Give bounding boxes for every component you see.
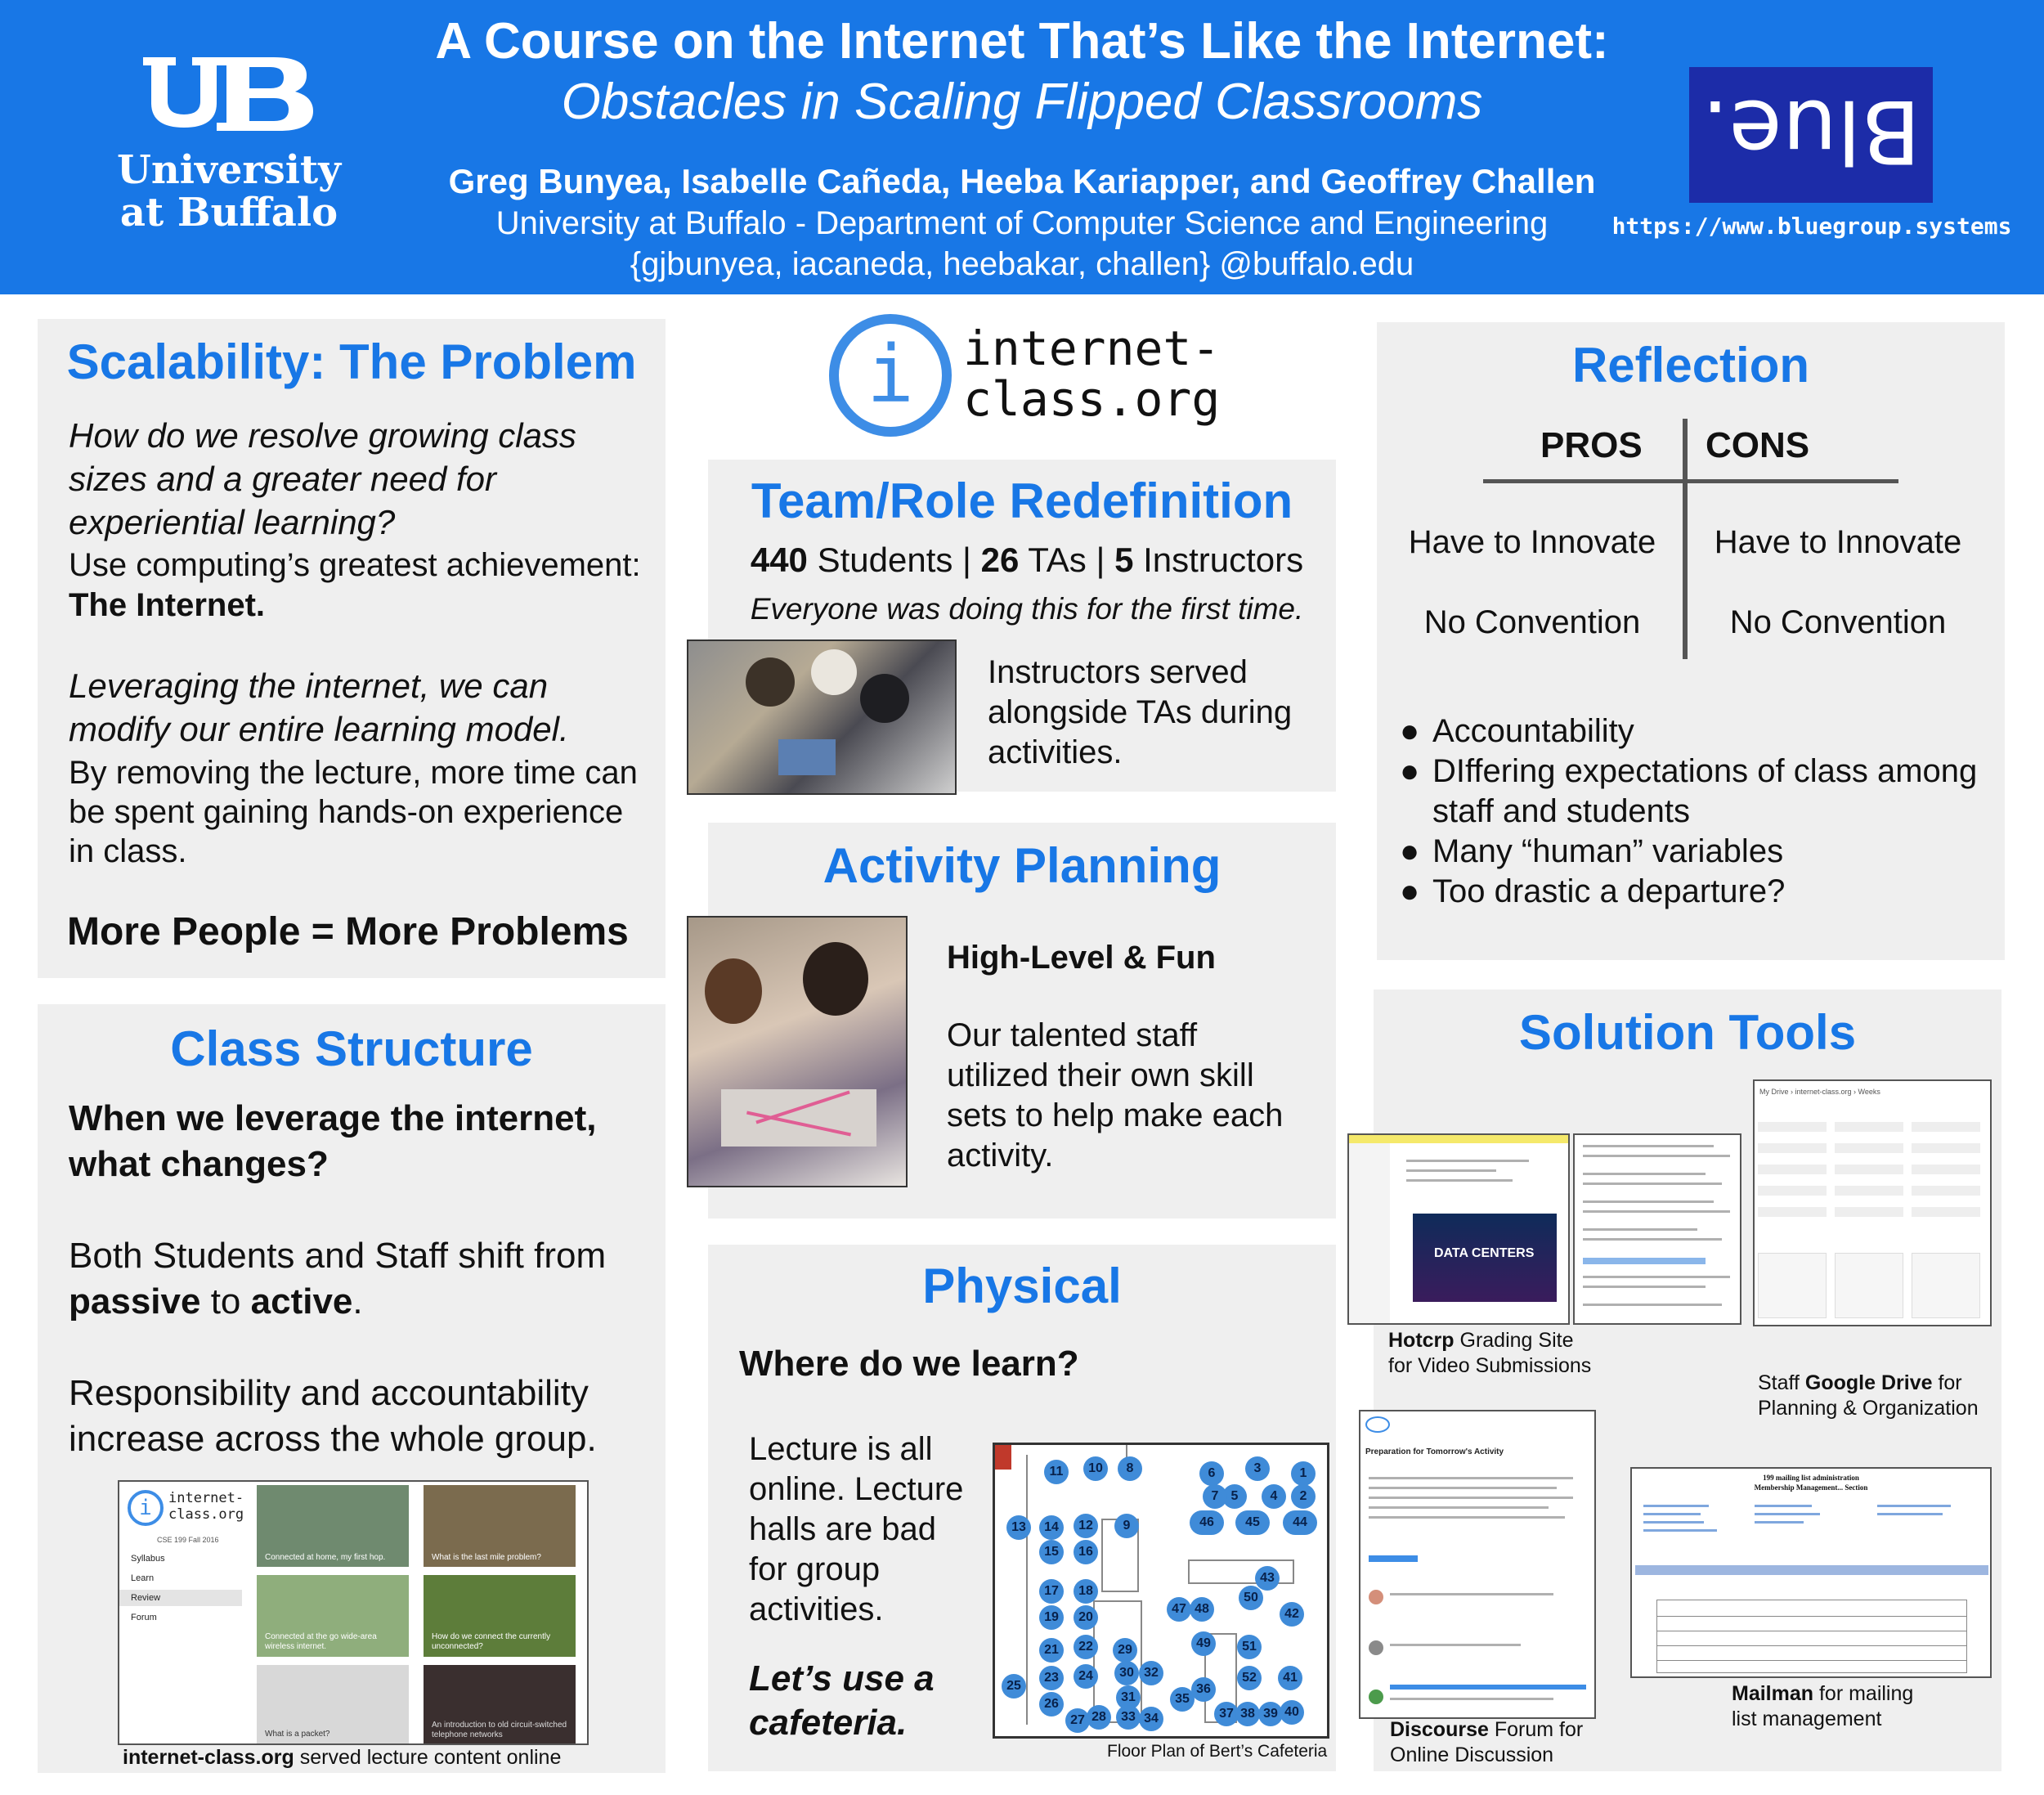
scal-leverage-1: Leveraging the internet, we can bbox=[69, 666, 549, 705]
scal-use-line: Use computing’s greatest achievement: bbox=[69, 547, 641, 583]
seat-marker: 40 bbox=[1280, 1700, 1304, 1725]
info-circle-icon: i bbox=[829, 314, 952, 437]
mini-menu-forum[interactable]: Forum bbox=[131, 1613, 157, 1622]
team-served-3: activities. bbox=[988, 734, 1123, 770]
team-stats: 440 Students | 26 TAs | 5 Instructors bbox=[750, 541, 1304, 579]
seat-marker: 16 bbox=[1074, 1540, 1098, 1564]
ub-logo-line1: University bbox=[116, 147, 342, 193]
team-served-2: alongside TAs during bbox=[988, 694, 1293, 730]
seat-marker: 30 bbox=[1114, 1661, 1139, 1685]
video-thumb[interactable]: An introduction to old circuit-switched telephone networks bbox=[424, 1665, 576, 1743]
seat-marker: 38 bbox=[1235, 1702, 1260, 1726]
solution-heading: Solution Tools bbox=[1518, 1005, 1857, 1060]
physical-cta-2: cafeteria. bbox=[749, 1703, 908, 1743]
seat-marker: 48 bbox=[1190, 1597, 1214, 1622]
mailman-screenshot: 199 mailing list administration Membership Management... Section bbox=[1630, 1467, 1992, 1678]
seat-marker: 52 bbox=[1237, 1666, 1262, 1690]
seat-marker: 12 bbox=[1074, 1514, 1098, 1538]
scal-question-2: sizes and a greater need for bbox=[69, 460, 496, 498]
mini-logo-icon: i bbox=[128, 1490, 164, 1526]
seat-marker: 42 bbox=[1280, 1602, 1304, 1627]
seat-marker: 6 bbox=[1199, 1461, 1224, 1486]
activity-subhead: High-Level & Fun bbox=[947, 940, 1216, 976]
internet-class-screenshot: i internet- class.org CSE 199 Fall 2016 Syllabus Learn Review Forum Connected at home, my first hop. What is the last mile problem? Connected at the go wide-area wireless internet. How do we connect the currently unconnected? What is a packet? An introduction to old circuit-switched telephone networks bbox=[118, 1480, 589, 1745]
seat-marker: 20 bbox=[1074, 1605, 1098, 1630]
seat-marker: 39 bbox=[1258, 1702, 1283, 1726]
seat-marker: 15 bbox=[1039, 1540, 1064, 1564]
seat-marker: 23 bbox=[1039, 1666, 1064, 1690]
hotcrp-caption-2: for Video Submissions bbox=[1388, 1354, 1592, 1377]
scalability-panel bbox=[38, 319, 666, 978]
physical-body-2: online. Lecture bbox=[749, 1471, 964, 1507]
seat-marker: 35 bbox=[1170, 1687, 1195, 1712]
activity-body-3: sets to help make each bbox=[947, 1097, 1284, 1133]
class-resp-2: increase across the whole group. bbox=[69, 1419, 597, 1459]
mini-menu-review[interactable]: Review bbox=[119, 1590, 242, 1606]
authors: Greg Bunyea, Isabelle Cañeda, Heeba Kariapper, and Geoffrey Challen bbox=[448, 162, 1596, 200]
t-chart-horizontal bbox=[1483, 479, 1898, 483]
seat-marker: 13 bbox=[1006, 1515, 1031, 1540]
video-thumbnail[interactable]: DATA CENTERS bbox=[1413, 1214, 1557, 1302]
affiliation: University at Buffalo - Department of Computer Science and Engineering bbox=[495, 205, 1549, 241]
seat-marker: 10 bbox=[1083, 1456, 1108, 1481]
pros-label: PROS bbox=[1540, 425, 1643, 465]
hotcrp-form-screenshot bbox=[1573, 1133, 1741, 1325]
pros-item: Have to Innovate bbox=[1408, 524, 1656, 560]
seat-marker: 45 bbox=[1235, 1510, 1270, 1535]
seat-marker: 19 bbox=[1039, 1605, 1064, 1630]
physical-cta-1: Let’s use a bbox=[749, 1658, 935, 1699]
discourse-caption-2: Online Discussion bbox=[1390, 1743, 1554, 1766]
seat-marker: 31 bbox=[1116, 1685, 1141, 1710]
seat-marker: 47 bbox=[1167, 1597, 1191, 1622]
blue-group-logo bbox=[1689, 67, 1933, 203]
activity-body-4: activity. bbox=[947, 1138, 1054, 1173]
cons-item: No Convention bbox=[1729, 604, 1947, 640]
seat-marker: 26 bbox=[1039, 1692, 1064, 1716]
internet-class-caption: internet-class.org served lecture content online bbox=[123, 1746, 562, 1769]
video-thumb[interactable]: What is a packet? bbox=[257, 1665, 409, 1743]
seat-marker: 7 bbox=[1203, 1484, 1227, 1509]
seat-marker: 11 bbox=[1044, 1460, 1069, 1484]
poster-header bbox=[0, 0, 2044, 294]
discourse-caption-1: Discourse Forum for bbox=[1390, 1718, 1584, 1741]
poster-title: A Course on the Internet That’s Like the Internet: bbox=[435, 13, 1609, 70]
pros-item: No Convention bbox=[1423, 604, 1641, 640]
seat-marker: 3 bbox=[1245, 1456, 1270, 1481]
seat-marker: 22 bbox=[1074, 1635, 1098, 1659]
logo-line2: class.org bbox=[963, 371, 1221, 427]
mailman-caption-1: Mailman for mailing bbox=[1732, 1682, 1914, 1705]
seat-marker: 34 bbox=[1139, 1707, 1163, 1731]
seat-marker: 32 bbox=[1139, 1661, 1163, 1685]
seat-marker: 43 bbox=[1255, 1566, 1280, 1591]
seat-marker: 28 bbox=[1087, 1705, 1111, 1730]
scal-body-1: By removing the lecture, more time can bbox=[69, 755, 638, 791]
video-thumb[interactable]: Connected at the go wide-area wireless internet. bbox=[257, 1575, 409, 1657]
seat-marker: 8 bbox=[1118, 1456, 1142, 1481]
class-resp-1: Responsibility and accountability bbox=[69, 1373, 589, 1413]
team-served-1: Instructors served bbox=[988, 654, 1248, 690]
google-drive-screenshot: My Drive › internet-class.org › Weeks bbox=[1753, 1079, 1992, 1326]
scal-body-3: in class. bbox=[69, 833, 187, 869]
seat-marker: 17 bbox=[1039, 1579, 1064, 1604]
scal-internet: The Internet. bbox=[69, 587, 266, 623]
seat-marker: 27 bbox=[1065, 1708, 1090, 1733]
seat-marker: 46 bbox=[1190, 1510, 1224, 1535]
video-thumb[interactable]: How do we connect the currently unconnected? bbox=[424, 1575, 576, 1657]
seat-marker: 2 bbox=[1291, 1484, 1316, 1509]
seat-marker: 49 bbox=[1191, 1631, 1216, 1656]
logo-line1: internet- bbox=[963, 321, 1221, 376]
gdrive-caption-2: Planning & Organization bbox=[1758, 1397, 1979, 1420]
reflection-heading: Reflection bbox=[1571, 338, 1810, 393]
video-thumb[interactable]: What is the last mile problem? bbox=[424, 1485, 576, 1567]
gdrive-caption-1: Staff Google Drive for bbox=[1758, 1371, 1962, 1394]
seat-marker: 44 bbox=[1283, 1510, 1317, 1535]
poster-subtitle: Obstacles in Scaling Flipped Classrooms bbox=[561, 74, 1483, 130]
blue-group-url[interactable]: https://www.bluegroup.systems bbox=[1611, 213, 2012, 240]
physical-body-3: halls are bad bbox=[749, 1511, 937, 1547]
seat-marker: 33 bbox=[1116, 1705, 1141, 1730]
seat-marker: 25 bbox=[1002, 1674, 1026, 1699]
seat-marker: 51 bbox=[1237, 1635, 1262, 1659]
scalability-heading: Scalability: The Problem bbox=[66, 334, 637, 389]
floor-plan-caption: Floor Plan of Bert’s Cafeteria bbox=[1107, 1742, 1328, 1761]
class-shift-2: passive to active. bbox=[69, 1281, 363, 1322]
solution-tools-panel bbox=[1365, 989, 2001, 1771]
internet-class-logo bbox=[829, 311, 1221, 442]
physical-body-1: Lecture is all bbox=[749, 1431, 933, 1467]
physical-heading: Physical bbox=[922, 1259, 1122, 1313]
activity-photo bbox=[687, 916, 908, 1187]
discourse-screenshot: Preparation for Tomorrow's Activity bbox=[1359, 1410, 1596, 1719]
seat-marker: 29 bbox=[1113, 1638, 1137, 1663]
physical-body-4: for group bbox=[749, 1551, 881, 1587]
hotcrp-caption-1: Hotcrp Grading Site bbox=[1388, 1329, 1574, 1352]
seat-marker: 24 bbox=[1074, 1664, 1098, 1689]
seat-marker: 21 bbox=[1039, 1638, 1064, 1663]
reflection-panel: Reflection PROS CONS Have to Innovate No Convention Have to Innovate No Convention ● Accountability ● DIffering expectations of class among staff and students ● Many “human” variables ● Too drastic a departure? bbox=[1377, 322, 2005, 960]
class-question-2: what changes? bbox=[69, 1144, 329, 1184]
seat-marker: 4 bbox=[1262, 1484, 1286, 1509]
hotcrp-screenshot bbox=[1347, 1133, 1570, 1325]
activity-heading: Activity Planning bbox=[823, 838, 1221, 893]
mini-menu-learn[interactable]: Learn bbox=[131, 1573, 155, 1583]
class-structure-heading: Class Structure bbox=[170, 1021, 533, 1076]
physical-body-5: activities. bbox=[749, 1591, 884, 1627]
activity-body-1: Our talented staff bbox=[947, 1017, 1198, 1053]
seat-marker: 9 bbox=[1114, 1514, 1139, 1538]
ub-logo-line2: at Buffalo bbox=[119, 190, 338, 236]
team-first-time: Everyone was doing this for the first time. bbox=[750, 592, 1304, 626]
emails: {gjbunyea, iacaneda, heebakar, challen} @buffalo.edu bbox=[630, 246, 1414, 282]
team-heading: Team/Role Redefinition bbox=[751, 473, 1293, 528]
seat-marker: 14 bbox=[1039, 1515, 1064, 1540]
seat-marker: 37 bbox=[1214, 1702, 1239, 1726]
class-question-1: When we leverage the internet, bbox=[69, 1098, 597, 1138]
class-shift-1: Both Students and Staff shift from bbox=[69, 1236, 607, 1276]
scal-body-2: be spent gaining hands-on experience bbox=[69, 794, 624, 830]
video-thumb[interactable]: Connected at home, my first hop. bbox=[257, 1485, 409, 1567]
scal-question-1: How do we resolve growing class bbox=[69, 416, 576, 455]
cafeteria-floor-plan bbox=[993, 1443, 1329, 1739]
blue-logo-text: Blue. bbox=[1701, 81, 1921, 182]
seat-marker: 5 bbox=[1222, 1484, 1247, 1509]
activity-body-2: utilized their own skill bbox=[947, 1057, 1254, 1093]
t-chart-vertical bbox=[1683, 419, 1688, 659]
seat-marker: 41 bbox=[1278, 1666, 1302, 1690]
seat-marker: 18 bbox=[1074, 1579, 1098, 1604]
seat-marker: 36 bbox=[1191, 1677, 1216, 1702]
seat-marker: 50 bbox=[1239, 1586, 1263, 1610]
cons-label: CONS bbox=[1706, 425, 1810, 465]
scal-question-3: experiential learning? bbox=[69, 503, 396, 541]
mailman-caption-2: list management bbox=[1732, 1707, 1882, 1730]
seat-marker: 1 bbox=[1291, 1461, 1316, 1486]
physical-question: Where do we learn? bbox=[739, 1344, 1079, 1384]
class-structure-panel bbox=[38, 1004, 666, 1773]
cons-item: Have to Innovate bbox=[1714, 524, 1962, 560]
scal-conclusion: More People = More Problems bbox=[67, 910, 629, 954]
scal-leverage-2: modify our entire learning model. bbox=[69, 710, 569, 748]
mini-menu-syllabus[interactable]: Syllabus bbox=[131, 1554, 165, 1564]
team-photo bbox=[687, 639, 957, 795]
